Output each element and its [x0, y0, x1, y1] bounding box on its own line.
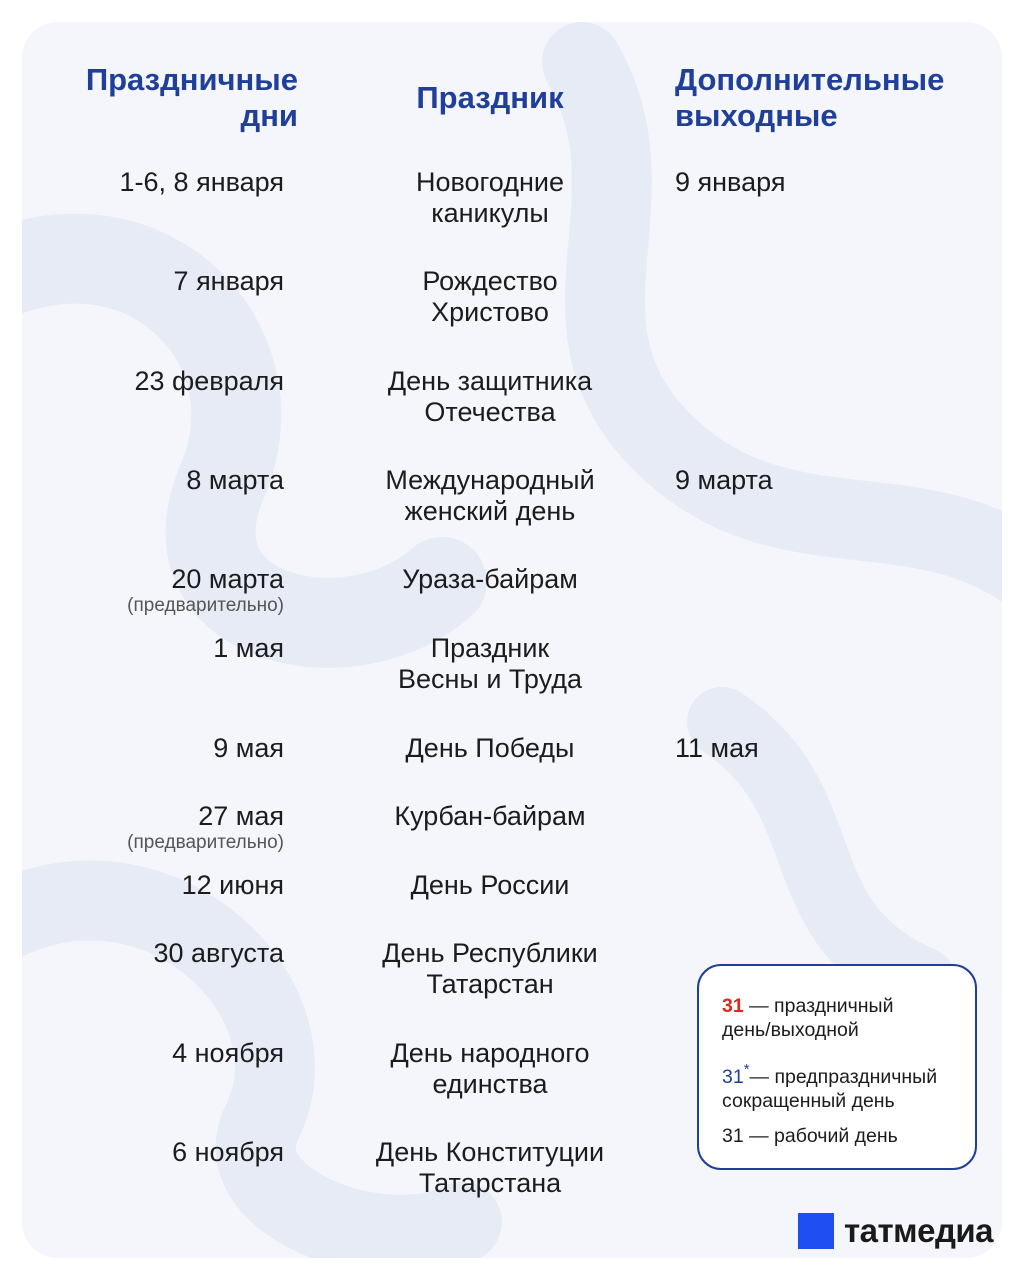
header-extra-days-off: Дополнительные выходные — [675, 62, 945, 133]
holiday-date-text: 12 июня — [181, 870, 284, 900]
holiday-date — [127, 801, 284, 854]
holiday-name: День России — [410, 870, 570, 900]
holiday-name: День защитника Отечества — [387, 366, 593, 427]
holiday-date-text: 30 августа — [153, 938, 284, 968]
holiday-date — [120, 167, 284, 198]
legend-holiday-number: 31 — [722, 995, 744, 1017]
holiday-date — [134, 366, 284, 397]
holiday-name: Ураза-байрам — [402, 564, 578, 594]
holiday-name: Международный женский день — [385, 465, 595, 526]
holiday-date-text: 1 мая — [213, 633, 284, 663]
legend-preholiday-text: — предпраздничный сокращенный день — [722, 1066, 938, 1112]
legend-preholiday-asterisk: * — [743, 1061, 750, 1078]
holiday-date-text: 4 ноября — [172, 1038, 284, 1068]
holiday-date-note: (предварительно) — [127, 595, 284, 616]
holiday-date — [213, 633, 284, 664]
brand-name: татмедиа — [844, 1212, 994, 1249]
holiday-date-text: 7 января — [173, 266, 284, 296]
extra-day-off: 9 марта — [675, 465, 773, 495]
header-holiday: Праздник — [416, 80, 564, 115]
holiday-name: День народного единства — [390, 1038, 590, 1099]
header-holiday-days: Праздничные дни — [85, 62, 298, 133]
holiday-date-text: 9 мая — [213, 733, 284, 763]
holiday-date-text: 8 марта — [186, 465, 284, 495]
holiday-date — [174, 266, 284, 297]
legend-holiday — [722, 994, 972, 1042]
legend-preholiday-number: 31 — [722, 1066, 744, 1088]
extra-day-off: 9 января — [675, 167, 786, 197]
legend-preholiday — [722, 1058, 972, 1113]
holiday-date-text: 20 марта — [171, 564, 284, 594]
holiday-name: День Конституции Татарстана — [375, 1137, 605, 1198]
holiday-date-text: 23 февраля — [134, 366, 284, 396]
brand-square-icon — [798, 1213, 834, 1249]
holiday-name: День Республики Татарстан — [382, 938, 598, 999]
holiday-date — [127, 564, 284, 617]
legend-workday: 31 — рабочий день — [722, 1125, 898, 1147]
holiday-name: Праздник Весны и Труда — [398, 633, 582, 694]
holiday-name: Новогодние каникулы — [415, 167, 564, 228]
extra-day-off: 11 мая — [675, 733, 759, 763]
holiday-name: Рождество Христово — [422, 266, 558, 327]
holiday-name: День Победы — [405, 733, 575, 763]
holiday-date-text: 6 ноября — [172, 1137, 284, 1167]
holiday-date-note: (предварительно) — [127, 832, 284, 853]
holiday-date — [186, 465, 284, 496]
holiday-name: Курбан-байрам — [394, 801, 586, 831]
brand-logo — [798, 1212, 993, 1250]
legend-holiday-text: — праздничный день/выходной — [722, 995, 894, 1041]
holiday-date — [153, 938, 284, 969]
holiday-date — [172, 1137, 284, 1168]
holiday-date-text: 1-6, 8 января — [119, 167, 284, 197]
legend-box — [697, 964, 977, 1170]
holiday-date — [172, 1038, 284, 1069]
holiday-date-text: 27 мая — [198, 801, 284, 831]
holiday-date — [213, 733, 284, 764]
holiday-date — [182, 870, 284, 901]
